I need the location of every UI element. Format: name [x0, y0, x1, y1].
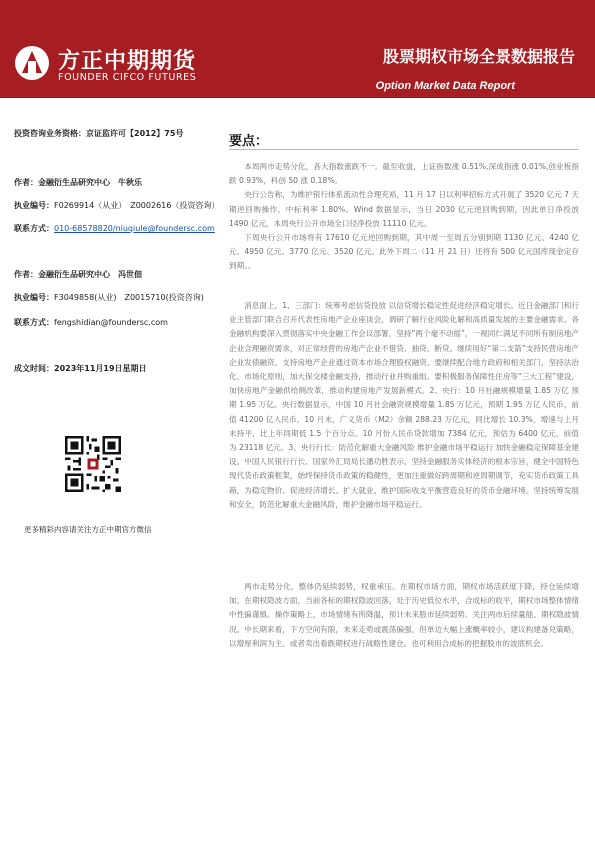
summary-block	[229, 160, 579, 274]
publish-date: 成文时间：2023年11月19日星期日	[14, 364, 147, 373]
paragraph-central-bank: 央行公告称，为维护银行体系流动性合理充裕，11 月 17 日以利率招标方式开展了 3520 亿元 7 天期逆回购操作，中标利率 1.80%。Wind 数据显示，当日 2030 亿元逆回购到期，因此单日净投放 1490 亿元，本周央行公开市场全口径净投放 11110 亿元。	[229, 190, 579, 228]
author1-contact: 联系方式：010-68578820/niuqiule@foundersc.com	[14, 224, 215, 233]
wechat-qr-code-icon	[65, 436, 121, 492]
author2-contact: 联系方式：fengshidian@foundersc.com	[14, 318, 168, 327]
license-info: 投资咨询业务资格：京证监许可【2012】75号	[14, 129, 184, 138]
paragraph-market-close: 本周两市走势分化，各大指数涨跌不一。截至收盘，上证指数涨 0.51%,深成指涨 0.01%,创业板指跌 0.93%，科创 50 涨 0.18%。	[229, 162, 579, 186]
report-subtitle: Option Market Data Report	[375, 80, 515, 92]
company-name-cn: 方正中期期货	[58, 49, 197, 74]
strategy-block	[229, 580, 579, 651]
author1-line: 作者：金融衍生品研究中心 牛秋乐	[14, 178, 142, 187]
author2-line: 作者：金融衍生品研究中心 冯世佃	[14, 270, 142, 279]
author1-email-link[interactable]: 010-68578820/niuqiule@foundersc.com	[54, 224, 215, 233]
author1-cert: 执业编号：F0269914（从业） Z0002616（投资咨询）	[14, 201, 220, 210]
news-block	[229, 299, 579, 512]
qr-caption: 更多精彩内容请关注方正中期官方微信	[24, 525, 152, 534]
header-divider	[0, 97, 595, 98]
company-name-en: FOUNDER CIFCO FUTURES	[58, 72, 197, 83]
paragraph-news: 消息面上，1、三部门：统筹考虑信贷投放 以信贷增长稳定性促进经济稳定增长。近日金融部门和行业主管部门联合召开代表性房地产企业座谈会，调研了解行业风险化解和高质量发展的主要金融需求。各金融机构要深入贯彻落实中央金融工作会议部署，坚持“两个毫不动摇”，一视同仁满足不同所有制房地产企业合理融资需求，对正常经营的房地产企业不惜贷、抽贷、断贷。继续用好“第二支箭”支持民营房地产企业发债融资。支持房地产企业通过资本市场合理股权融资。要继续配合地方政府和相关部门，坚持法治化、市场化原则，加大保交楼金融支持，推动行业并购重组。要积极服务保障性住房等“三大工程”建设，加快房地产金融供给侧改革，推动构建房地产发展新模式。2、央行：10 月社融规模增量 1.85 万亿 预期 1.95 万亿。央行数据显示，中国 10 月社会融资规模增量 1.85 万亿元，预期 1.95 万亿人民币，前值 41200 亿人民币。10 月末，广义货币（M2）余额 288.23 万亿元，同比增长 10.3%，增速与上月末持平，比上年同期低 1.5 个百分点。10 月份人民币贷款增加 7384 亿元，预估为 6400 亿元，前值为 23118 亿元。3、央行行长：防范化解重大金融风险 维护金融市场平稳运行 加快金融稳定保障基金建设。中国人民银行行长、国家外汇局局长潘功胜表示，坚持金融服务实体经济的根本宗旨，健全中国特色现代货币政策框架，始终保持货币政策的稳健性，更加注重做好跨周期和逆周期调节，充实货币政策工具箱，为稳定物价、促进经济增长、扩大就业、维护国际收支平衡营造良好的货币金融环境。坚持统筹发展和安全，防范化解重大金融风险，维护金融市场平稳运行。	[229, 301, 579, 509]
author2-cert: 执业编号：F3049858(从业) Z0015710(投资咨询)	[14, 293, 204, 302]
report-header	[0, 0, 595, 97]
report-title: 股票期权市场全景数据报告	[382, 47, 575, 66]
section-title: 要点：	[229, 134, 269, 149]
paragraph-reverse-repo: 下周央行公开市场将有 17610 亿元逆回购到期，其中周一至周五分别到期 1130 亿元、4240 亿元、4950 亿元、3770 亿元、3520 亿元。此外下周二（11 月 21 日）还将有 500 亿元国库现金定存到期。。	[229, 233, 579, 271]
company-logo-icon	[14, 45, 50, 81]
author2-email: fengshidian@foundersc.com	[54, 318, 168, 327]
paragraph-strategy: 两市走势分化，整体仍延续弱势，权重承压。在期权市场方面，期权市场活跃度下降，持仓延续增加。在期权隐波方面，当前各标的期权隐波回落，处于历史低位水平，合成标的收平，期权市场整体情绪中性偏谨慎。操作策略上，市场情绪有所降温，预计未来股市延续弱势。关注两市后续量能、期权隐波情况。中长期来看，下方空间有限，未来走势或震荡偏强，但单边大幅上涨概率较小，建议构建备兑策略，以增厚利润为主。或者卖出看跌期权进行战略性建仓。也可利用合成标的把握股市的波底机会。	[229, 582, 579, 648]
section-divider	[229, 149, 579, 150]
